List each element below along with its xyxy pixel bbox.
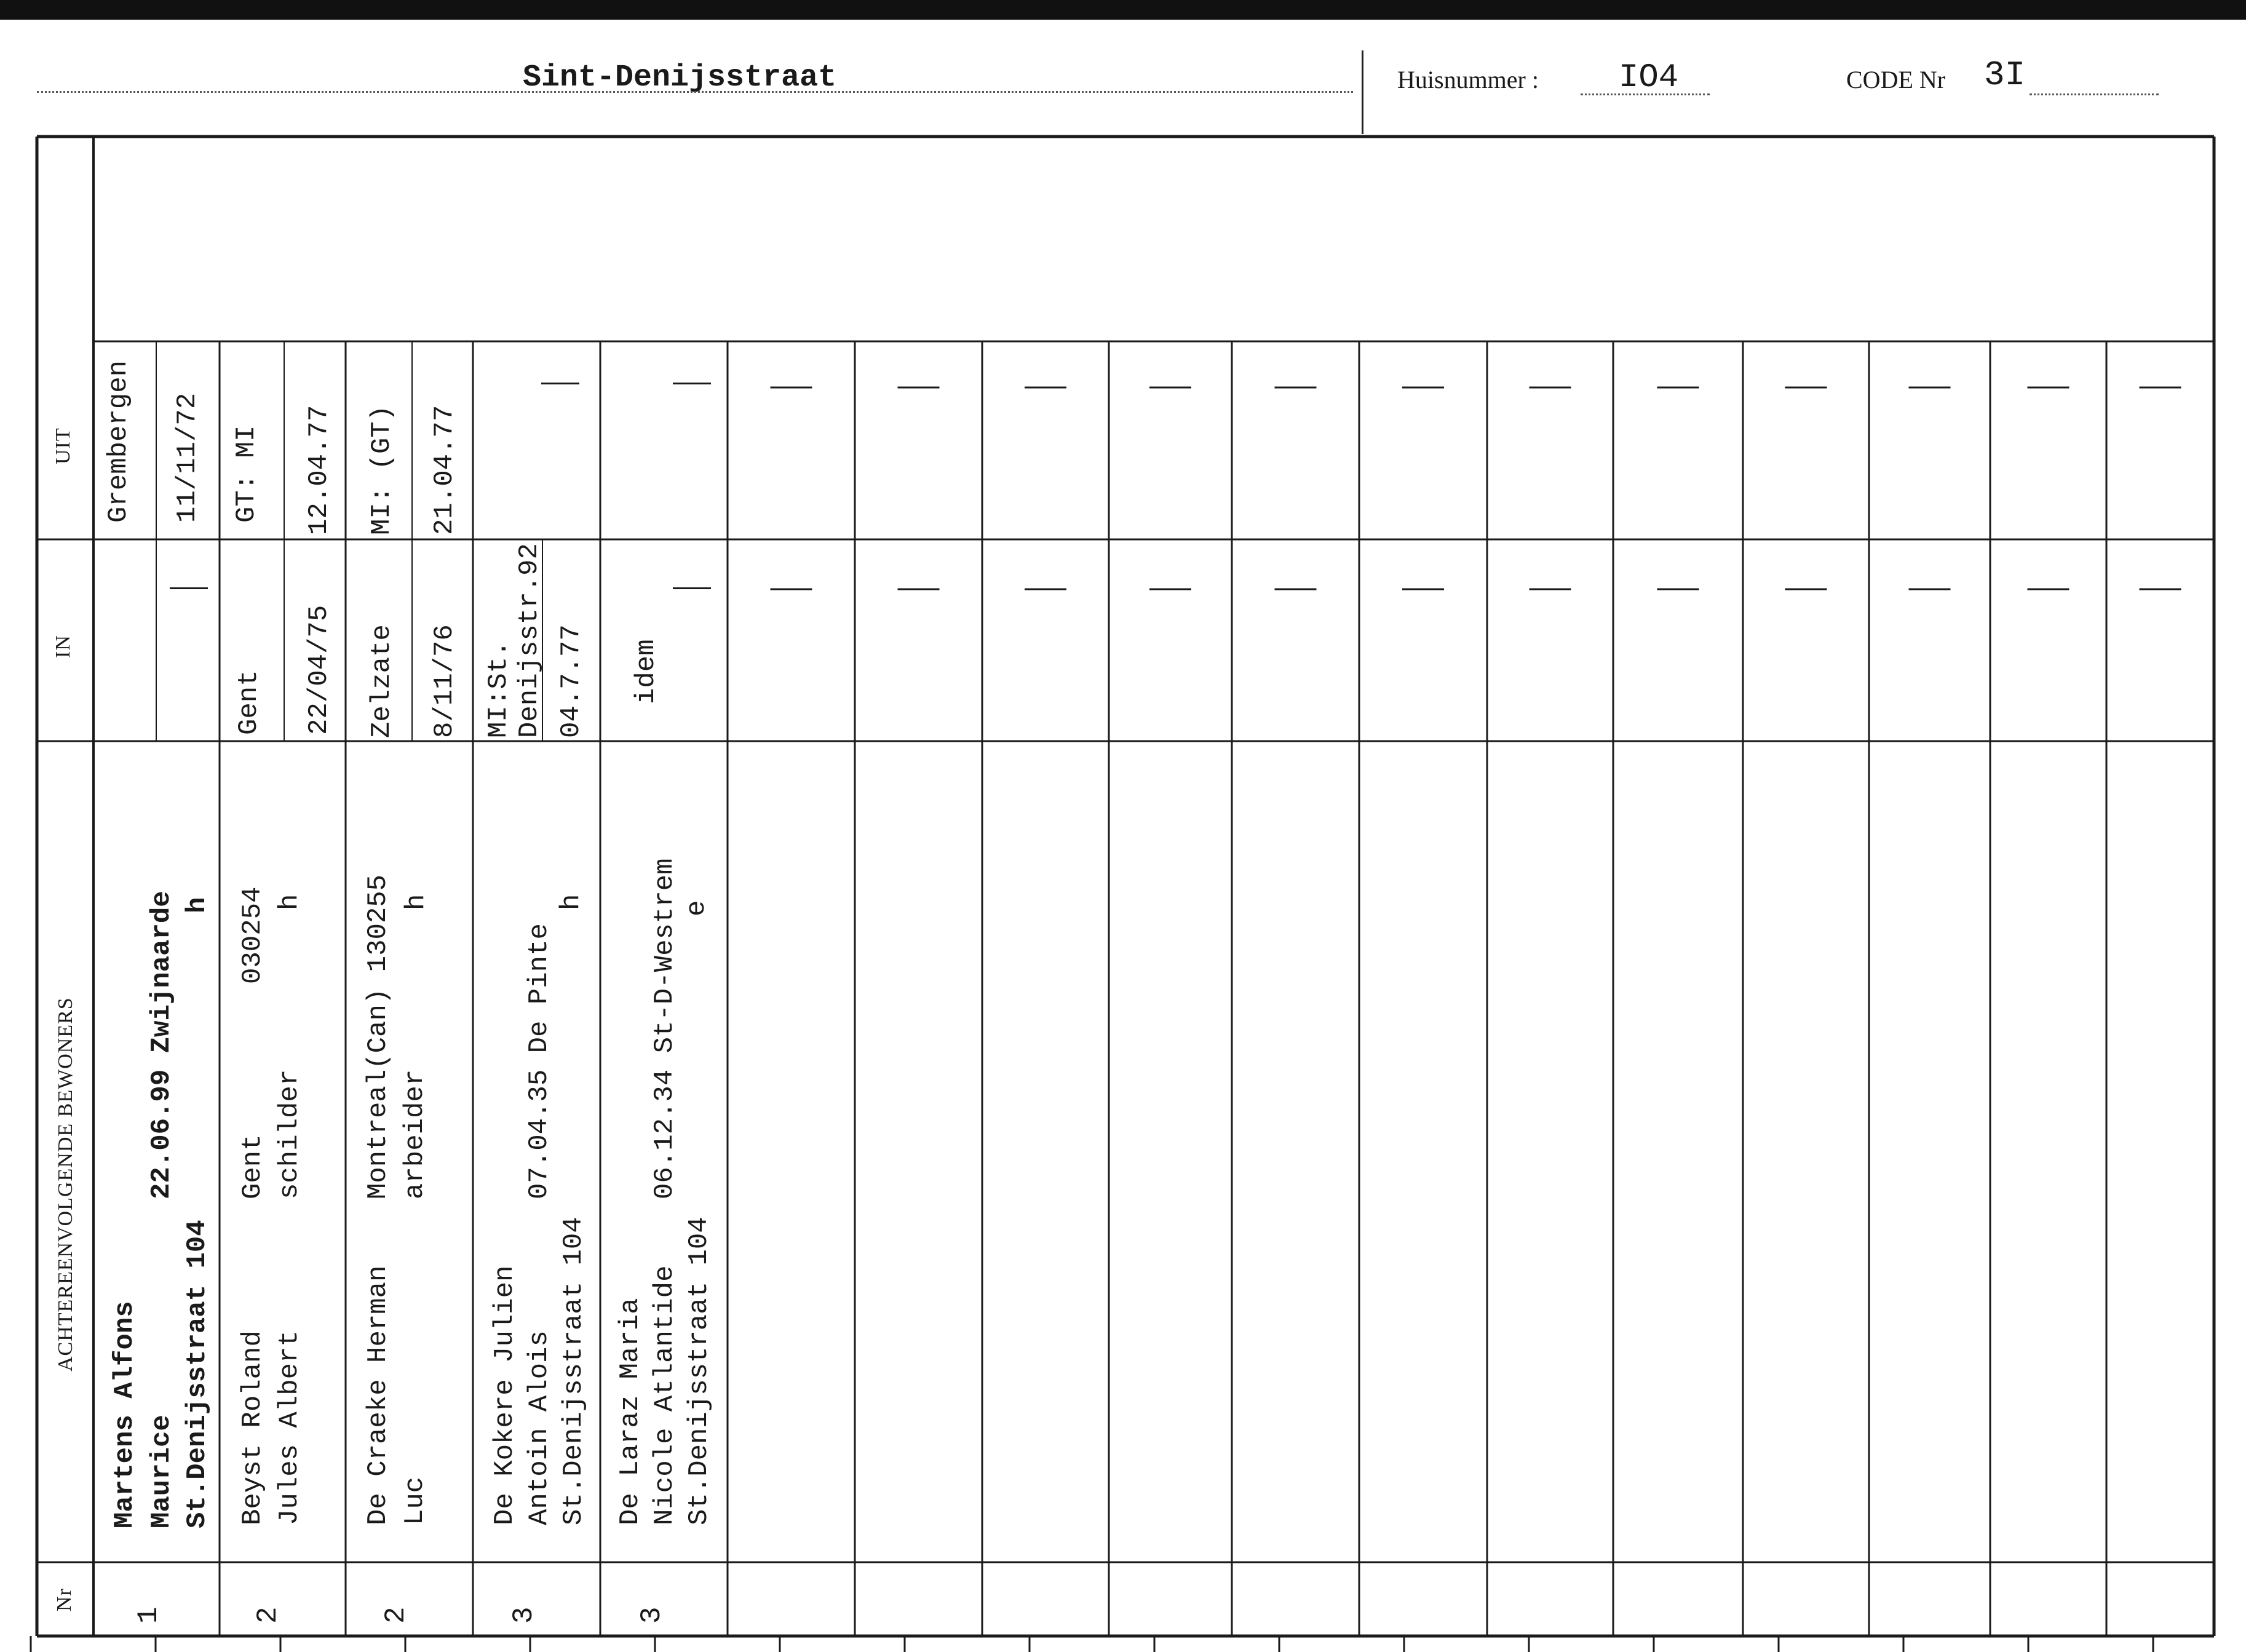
- resident-birth: 06.12.34 St-D-Westrem: [649, 858, 680, 1199]
- street-name: Sint-Denijsstraat: [523, 60, 837, 95]
- code-value: 3I: [1984, 55, 2026, 95]
- uit-dash: [541, 383, 579, 384]
- record-nr: 2: [380, 1606, 412, 1624]
- resident-sex: h: [182, 897, 213, 913]
- huisnummer-label: Huisnummer :: [1397, 66, 1539, 93]
- in-place: Gent: [234, 670, 264, 735]
- code-label: CODE Nr: [1846, 66, 1946, 93]
- huisnummer-value: IO4: [1619, 59, 1679, 97]
- nr-label: Nr: [53, 1588, 76, 1611]
- resident-birth: 07.04.35 De Pinte: [524, 923, 555, 1199]
- in-date: 04.7.77: [556, 624, 587, 738]
- uit-place: GT: MI: [231, 425, 262, 523]
- uit-label: UIT: [52, 427, 74, 464]
- in-dash: [673, 587, 711, 589]
- in-date: 8/11/76: [429, 624, 460, 738]
- in-date: 22/04/75: [304, 605, 335, 735]
- resident-firstname: Maurice: [146, 1415, 177, 1528]
- resident-sex: e: [681, 900, 712, 916]
- resident-occupation: schilder: [274, 1069, 305, 1199]
- in-dash: [170, 587, 208, 589]
- resident-birthplace: Montreal(Can) 130255: [363, 874, 394, 1199]
- resident-name: De Kokere Julien: [490, 1265, 520, 1525]
- resident-firstname: Jules Albert: [274, 1330, 305, 1525]
- uit-place: MI: (GT): [367, 405, 397, 535]
- resident-sex: h: [401, 894, 432, 910]
- resident-firstname: Antoin Alois: [524, 1330, 555, 1525]
- resident-firstname: Luc: [400, 1476, 431, 1525]
- uit-date: 21.04.77: [429, 405, 460, 535]
- resident-name: De Laraz Maria: [615, 1298, 646, 1525]
- record-nr: 3: [636, 1606, 668, 1624]
- uit-dash: [673, 383, 711, 384]
- in-street: Denijsstr.92: [514, 543, 545, 738]
- in-place: MI:St.: [483, 640, 514, 738]
- resident-code: 030254: [237, 886, 268, 984]
- resident-birthplace: Gent: [237, 1134, 268, 1199]
- resident-name: De Craeke Herman: [363, 1265, 394, 1525]
- in-label: IN: [52, 635, 74, 658]
- resident-birth: 22.06.99 Zwijnaarde: [146, 891, 177, 1199]
- resident-address: St.Denijsstraat 104: [182, 1220, 213, 1528]
- resident-occupation: arbeider: [400, 1069, 431, 1199]
- record-nr: 2: [252, 1606, 284, 1624]
- resident-sex: h: [556, 894, 587, 910]
- resident-sex: h: [274, 894, 305, 910]
- resident-firstname: Nicole Atlantide: [649, 1265, 680, 1525]
- record-nr: 3: [508, 1606, 540, 1624]
- resident-name: Martens Alfons: [109, 1301, 140, 1528]
- resident-address: St.Denijsstraat 104: [684, 1217, 715, 1525]
- in-place: Zelzate: [367, 624, 397, 738]
- in-place: idem: [631, 639, 662, 704]
- resident-address: St.Denijsstraat 104: [558, 1217, 589, 1525]
- resident-name: Beyst Roland: [237, 1330, 268, 1525]
- record-nr: 1: [133, 1606, 165, 1624]
- uit-date: 11/11/72: [172, 392, 203, 523]
- uit-place: Grembergen: [103, 360, 134, 523]
- bewoners-label: ACHTEREENVOLGENDE BEWONERS: [54, 997, 77, 1372]
- uit-date: 12.04.77: [304, 405, 335, 535]
